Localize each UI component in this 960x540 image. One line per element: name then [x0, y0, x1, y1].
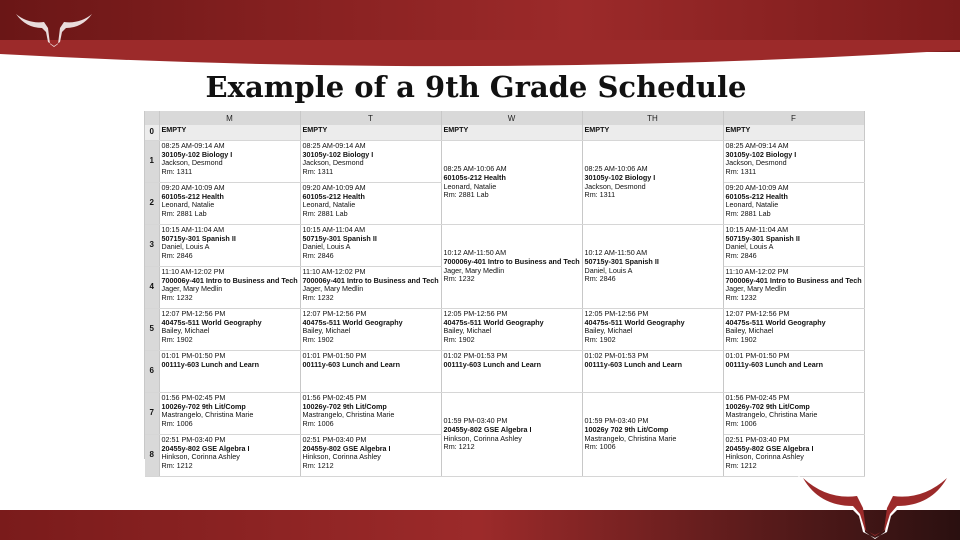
class-cell — [441, 125, 582, 141]
longhorn-logo-top — [14, 6, 94, 48]
class-time: 12:05 PM-12:56 PM — [584, 309, 649, 318]
class-cell — [300, 435, 441, 477]
class-name: 700006y-401 Intro to Business and Tech — [443, 256, 580, 266]
class-name: 60105s-212 Health — [302, 191, 365, 201]
class-name: 10026y-702 9th Lit/Comp — [725, 401, 810, 411]
empty-label: EMPTY — [584, 125, 610, 134]
empty-label: EMPTY — [725, 125, 751, 134]
period-number: 8 — [145, 435, 159, 477]
room-number: Rm: 1902 — [443, 334, 475, 344]
class-cell — [582, 225, 723, 309]
room-number: Rm: 2881 Lab — [443, 190, 489, 200]
class-cell — [723, 225, 864, 267]
room-number: Rm: 1212 — [725, 460, 757, 470]
teacher-name: Jackson, Desmond — [584, 181, 646, 191]
class-name: 40475s-511 World Geography — [725, 317, 826, 327]
teacher-name: Jager, Mary Medlin — [443, 265, 505, 275]
header-day: M — [159, 111, 300, 125]
teacher-name: Jager, Mary Medlin — [302, 284, 364, 294]
class-time: 08:25 AM-09:14 AM — [161, 141, 225, 150]
period-number: 4 — [145, 267, 159, 309]
class-time: 10:15 AM-11:04 AM — [302, 225, 366, 234]
teacher-name: Jager, Mary Medlin — [725, 284, 787, 294]
class-cell — [159, 225, 300, 267]
class-cell — [159, 183, 300, 225]
class-cell — [441, 351, 582, 393]
class-time: 01:01 PM-01:50 PM — [161, 351, 226, 360]
room-number: Rm: 1006 — [584, 442, 616, 452]
room-number: Rm: 1902 — [302, 334, 334, 344]
class-cell — [582, 393, 723, 477]
teacher-name: Mastrangelo, Christina Marie — [161, 410, 254, 420]
class-name: 00111y-603 Lunch and Learn — [584, 359, 682, 369]
class-cell — [582, 351, 723, 393]
class-name: 20455y-802 GSE Algebra I — [302, 443, 391, 453]
teacher-name: Leonard, Natalie — [302, 200, 356, 210]
header-day: TH — [582, 111, 723, 125]
class-time: 08:25 AM-09:14 AM — [302, 141, 366, 150]
room-number: Rm: 1311 — [302, 166, 334, 176]
class-name: 10026y-702 9th Lit/Comp — [302, 401, 387, 411]
teacher-name: Jackson, Desmond — [725, 158, 787, 168]
class-name: 00111y-603 Lunch and Learn — [161, 359, 259, 369]
room-number: Rm: 1232 — [443, 274, 475, 284]
class-cell — [159, 393, 300, 435]
schedule-grid — [144, 111, 862, 470]
class-time: 12:05 PM-12:56 PM — [443, 309, 508, 318]
class-time: 11:10 AM-12:02 PM — [302, 267, 366, 276]
class-time: 01:01 PM-01:50 PM — [725, 351, 790, 360]
class-time: 10:15 AM-11:04 AM — [725, 225, 789, 234]
class-cell — [159, 309, 300, 351]
class-name: 20455y-802 GSE Algebra I — [443, 424, 532, 434]
class-cell — [582, 309, 723, 351]
teacher-name: Bailey, Michael — [443, 326, 492, 336]
teacher-name: Bailey, Michael — [725, 326, 774, 336]
class-cell — [300, 183, 441, 225]
header-day: T — [300, 111, 441, 125]
room-number: Rm: 2846 — [161, 250, 193, 260]
class-cell — [300, 351, 441, 393]
teacher-name: Mastrangelo, Christina Marie — [725, 410, 818, 420]
class-name: 60105s-212 Health — [725, 191, 788, 201]
teacher-name: Leonard, Natalie — [725, 200, 779, 210]
class-cell — [159, 435, 300, 477]
class-name: 700006y-401 Intro to Business and Tech — [725, 275, 862, 285]
top-banner-curve — [0, 40, 960, 70]
empty-label: EMPTY — [443, 125, 469, 134]
class-time: 10:15 AM-11:04 AM — [161, 225, 225, 234]
class-time: 08:25 AM-10:06 AM — [584, 164, 648, 174]
class-cell — [300, 125, 441, 141]
class-cell — [723, 141, 864, 183]
class-cell — [441, 393, 582, 477]
class-time: 02:51 PM-03:40 PM — [725, 435, 790, 444]
class-name: 20455y-802 GSE Algebra I — [725, 443, 814, 453]
teacher-name: Mastrangelo, Christina Marie — [302, 410, 395, 420]
room-number: Rm: 1006 — [302, 418, 334, 428]
teacher-name: Daniel, Louis A — [725, 242, 774, 252]
room-number: Rm: 1212 — [302, 460, 334, 470]
class-time: 01:02 PM-01:53 PM — [584, 351, 649, 360]
header-row — [145, 111, 864, 125]
class-time: 10:12 AM-11:50 AM — [584, 248, 648, 258]
teacher-name: Daniel, Louis A — [161, 242, 210, 252]
empty-label: EMPTY — [161, 125, 187, 134]
room-number: Rm: 2881 Lab — [725, 208, 771, 218]
class-time: 01:02 PM-01:53 PM — [443, 351, 508, 360]
class-name: 00111y-603 Lunch and Learn — [443, 359, 541, 369]
room-number: Rm: 1006 — [161, 418, 193, 428]
teacher-name: Daniel, Louis A — [302, 242, 351, 252]
class-cell — [159, 125, 300, 141]
period-row-5 — [145, 309, 864, 351]
class-name: 10026y-702 9th Lit/Comp — [161, 401, 246, 411]
room-number: Rm: 1902 — [584, 334, 616, 344]
room-number: Rm: 1311 — [725, 166, 757, 176]
class-cell — [723, 393, 864, 435]
teacher-name: Leonard, Natalie — [443, 181, 497, 191]
room-number: Rm: 1212 — [161, 460, 193, 470]
room-number: Rm: 2846 — [302, 250, 334, 260]
class-time: 12:07 PM-12:56 PM — [302, 309, 367, 318]
class-cell — [582, 141, 723, 225]
period-row-6 — [145, 351, 864, 393]
room-number: Rm: 1006 — [725, 418, 757, 428]
empty-label: EMPTY — [302, 125, 328, 134]
teacher-name: Bailey, Michael — [302, 326, 351, 336]
class-name: 60105s-212 Health — [443, 172, 506, 182]
class-cell — [723, 351, 864, 393]
room-number: Rm: 1232 — [302, 292, 334, 302]
class-time: 08:25 AM-09:14 AM — [725, 141, 789, 150]
class-time: 01:56 PM-02:45 PM — [161, 393, 226, 402]
period-number: 7 — [145, 393, 159, 435]
teacher-name: Daniel, Louis A — [584, 265, 633, 275]
class-time: 09:20 AM-10:09 AM — [302, 183, 366, 192]
room-number: Rm: 1212 — [443, 442, 475, 452]
class-time: 01:01 PM-01:50 PM — [302, 351, 367, 360]
class-time: 01:56 PM-02:45 PM — [725, 393, 790, 402]
class-cell — [300, 393, 441, 435]
period-number: 5 — [145, 309, 159, 351]
class-name: 40475s-511 World Geography — [584, 317, 685, 327]
room-number: Rm: 1311 — [584, 190, 616, 200]
class-time: 09:20 AM-10:09 AM — [725, 183, 789, 192]
period-row-1 — [145, 141, 864, 183]
teacher-name: Bailey, Michael — [161, 326, 210, 336]
class-name: 700006y-401 Intro to Business and Tech — [161, 275, 298, 285]
teacher-name: Jager, Mary Medlin — [161, 284, 223, 294]
room-number: Rm: 1232 — [725, 292, 757, 302]
class-time: 11:10 AM-12:02 PM — [161, 267, 225, 276]
class-name: 50715y-301 Spanish II — [302, 233, 377, 243]
teacher-name: Hinkson, Corinna Ashley — [443, 433, 522, 443]
teacher-name: Bailey, Michael — [584, 326, 633, 336]
room-number: Rm: 1232 — [161, 292, 193, 302]
teacher-name: Leonard, Natalie — [161, 200, 215, 210]
class-name: 20455y-802 GSE Algebra I — [161, 443, 250, 453]
class-name: 10026y 702 9th Lit/Comp — [584, 424, 669, 434]
period-row-7 — [145, 393, 864, 435]
class-time: 12:07 PM-12:56 PM — [725, 309, 790, 318]
class-name: 40475s-511 World Geography — [302, 317, 403, 327]
class-name: 50715y-301 Spanish II — [161, 233, 236, 243]
class-time: 12:07 PM-12:56 PM — [161, 309, 226, 318]
period-row-0 — [145, 125, 864, 141]
header-day: W — [441, 111, 582, 125]
class-cell — [300, 267, 441, 309]
period-number: 3 — [145, 225, 159, 267]
class-name: 700006y-401 Intro to Business and Tech — [302, 275, 439, 285]
header-period — [145, 111, 159, 125]
period-number: 2 — [145, 183, 159, 225]
class-cell — [300, 141, 441, 183]
period-row-3 — [145, 225, 864, 267]
class-cell — [582, 125, 723, 141]
class-cell — [300, 225, 441, 267]
class-cell — [723, 125, 864, 141]
class-name: 50715y-301 Spanish II — [725, 233, 800, 243]
class-name: 00111y-603 Lunch and Learn — [302, 359, 400, 369]
class-name: 40475s-511 World Geography — [161, 317, 262, 327]
room-number: Rm: 2846 — [725, 250, 757, 260]
class-time: 02:51 PM-03:40 PM — [161, 435, 226, 444]
class-time: 01:59 PM-03:40 PM — [443, 416, 508, 426]
period-number: 0 — [145, 125, 159, 141]
class-cell — [441, 309, 582, 351]
class-name: 60105s-212 Health — [161, 191, 224, 201]
class-cell — [723, 267, 864, 309]
class-name: 30105y-102 Biology I — [302, 149, 374, 159]
class-cell — [441, 225, 582, 309]
room-number: Rm: 2846 — [584, 274, 616, 284]
class-name: 30105y-102 Biology I — [584, 172, 656, 182]
class-cell — [159, 141, 300, 183]
room-number: Rm: 2881 Lab — [161, 208, 207, 218]
class-cell — [723, 309, 864, 351]
teacher-name: Hinkson, Corinna Ashley — [161, 452, 240, 462]
class-name: 30105y-102 Biology I — [161, 149, 233, 159]
class-cell — [441, 141, 582, 225]
class-name: 00111y-603 Lunch and Learn — [725, 359, 823, 369]
class-time: 01:59 PM-03:40 PM — [584, 416, 649, 426]
class-name: 40475s-511 World Geography — [443, 317, 544, 327]
class-time: 11:10 AM-12:02 PM — [725, 267, 789, 276]
class-name: 50715y-301 Spanish II — [584, 256, 659, 266]
class-name: 30105y-102 Biology I — [725, 149, 797, 159]
class-cell — [159, 351, 300, 393]
class-time: 09:20 AM-10:09 AM — [161, 183, 225, 192]
longhorn-logo-bottom — [795, 470, 955, 540]
class-time: 08:25 AM-10:06 AM — [443, 164, 507, 174]
room-number: Rm: 1311 — [161, 166, 193, 176]
period-number: 6 — [145, 351, 159, 393]
class-time: 02:51 PM-03:40 PM — [302, 435, 367, 444]
class-cell — [159, 267, 300, 309]
period-number: 1 — [145, 141, 159, 183]
teacher-name: Jackson, Desmond — [161, 158, 223, 168]
class-cell — [723, 183, 864, 225]
teacher-name: Jackson, Desmond — [302, 158, 364, 168]
teacher-name: Hinkson, Corinna Ashley — [725, 452, 804, 462]
class-cell — [300, 309, 441, 351]
schedule-table — [145, 111, 865, 477]
class-time: 01:56 PM-02:45 PM — [302, 393, 367, 402]
header-day: F — [723, 111, 864, 125]
teacher-name: Mastrangelo, Christina Marie — [584, 433, 677, 443]
room-number: Rm: 1902 — [161, 334, 193, 344]
room-number: Rm: 2881 Lab — [302, 208, 348, 218]
teacher-name: Hinkson, Corinna Ashley — [302, 452, 381, 462]
class-time: 10:12 AM-11:50 AM — [443, 248, 507, 258]
page-title: Example of a 9th Grade Schedule — [205, 70, 747, 104]
room-number: Rm: 1902 — [725, 334, 757, 344]
